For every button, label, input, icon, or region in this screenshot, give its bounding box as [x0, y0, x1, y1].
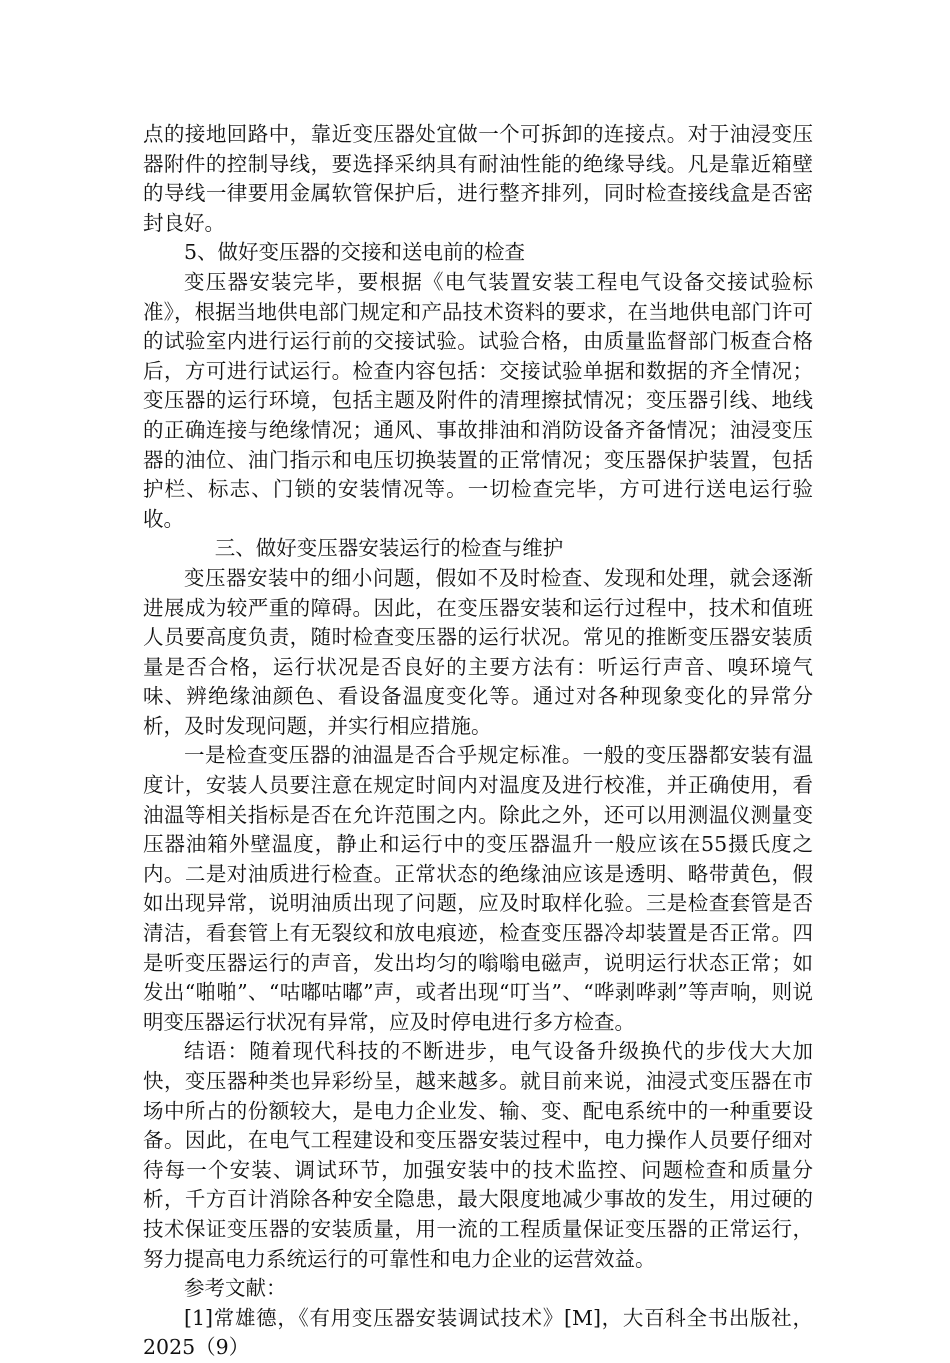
paragraph-inspection-methods: 变压器安装中的细小问题，假如不及时检查、发现和处理，就会逐渐进展成为较严重的障碍。因此，在变压器安装和运行过程中，技术和值班人员要高度负责，随时检查变压器的运行状况。常见的推断变压器安装质量是否合格，运行状况是否良好的主要方法有：听运行声音、嗅环境气味、辨绝缘油颜色、看设备温度变化等。通过对各种现象变化的异常分析，及时发现问题，并实行相应措施。 [143, 565, 813, 738]
document-body [143, 120, 813, 1363]
reference-item: [1]常雄德，《有用变压器安装调试技术》[M]，大百科全书出版社，2025（9） [143, 1305, 813, 1360]
references-heading: 参考文献： [184, 1276, 287, 1301]
paragraph-continuation: 点的接地回路中，靠近变压器处宜做一个可拆卸的连接点。对于油浸变压器附件的控制导线，要选择采纳具有耐油性能的绝缘导线。凡是靠近箱壁的导线一律要用金属软管保护后，进行整齐排列，同时检查接线盒是否密封良好。 [143, 122, 813, 235]
paragraph-inspection-items: 一是检查变压器的油温是否合乎规定标准。一般的变压器都安装有温度计，安装人员要注意在规定时间内对温度及进行校准，并正确使用，看油温等相关指标是否在允许范围之内。除此之外，还可以用测温仪测量变压器油箱外壁温度，静止和运行中的变压器温升一般应该在55摄氏度之内。二是对油质进行检查。正常状态的绝缘油应该是透明、略带黄色，假如出现异常，说明油质出现了问题，应及时取样化验。三是检查套管是否清洁，看套管上有无裂纹和放电痕迹，检查变压器冷却装置是否正常。四是听变压器运行的声音，发出均匀的嗡嗡电磁声，说明运行状态正常；如发出“啪啪”、“咕嘟咕嘟”声，或者出现“叮当”、“哗剥哗剥”等声响，则说明变压器运行状况有异常，应及时停电进行多方检查。 [143, 743, 813, 1034]
section-heading-handover-inspection: 5、做好变压器的交接和送电前的检查 [184, 240, 526, 265]
paragraph-conclusion: 结语：随着现代科技的不断进步，电气设备升级换代的步伐大大加快，变压器种类也异彩纷呈，越来越多。就目前来说，油浸式变压器在市场中所占的份额较大，是电力企业发、输、变、配电系统中的一种重要设备。因此，在电气工程建设和变压器安装过程中，电力操作人员要仔细对待每一个安装、调试环节，加强安装中的技术监控、问题检查和质量分析，千方百计消除各种安全隐患，最大限度地减少事故的发生，用过硬的技术保证变压器的安装质量，用一流的工程质量保证变压器的正常运行，努力提高电力系统运行的可靠性和电力企业的运营效益。 [143, 1039, 813, 1271]
paragraph-handover-test: 变压器安装完毕，要根据《电气装置安装工程电气设备交接试验标准》，根据当地供电部门规定和产品技术资料的要求，在当地供电部门许可的试验室内进行运行前的交接试验。试验合格，由质量监督部门板查合格后，方可进行试运行。检查内容包括：交接试验单据和数据的齐全情况；变压器的运行环境，包括主题及附件的清理擦拭情况；变压器引线、地线的正确连接与绝缘情况；通风、事故排油和消防设备齐备情况；油浸变压器的油位、油门指示和电压切换装置的正常情况；变压器保护装置，包括护栏、标志、门锁的安装情况等。一切检查完毕，方可进行送电运行验收。 [143, 269, 813, 531]
section-heading-operation-maintenance: 三、做好变压器安装运行的检查与维护 [214, 536, 564, 561]
